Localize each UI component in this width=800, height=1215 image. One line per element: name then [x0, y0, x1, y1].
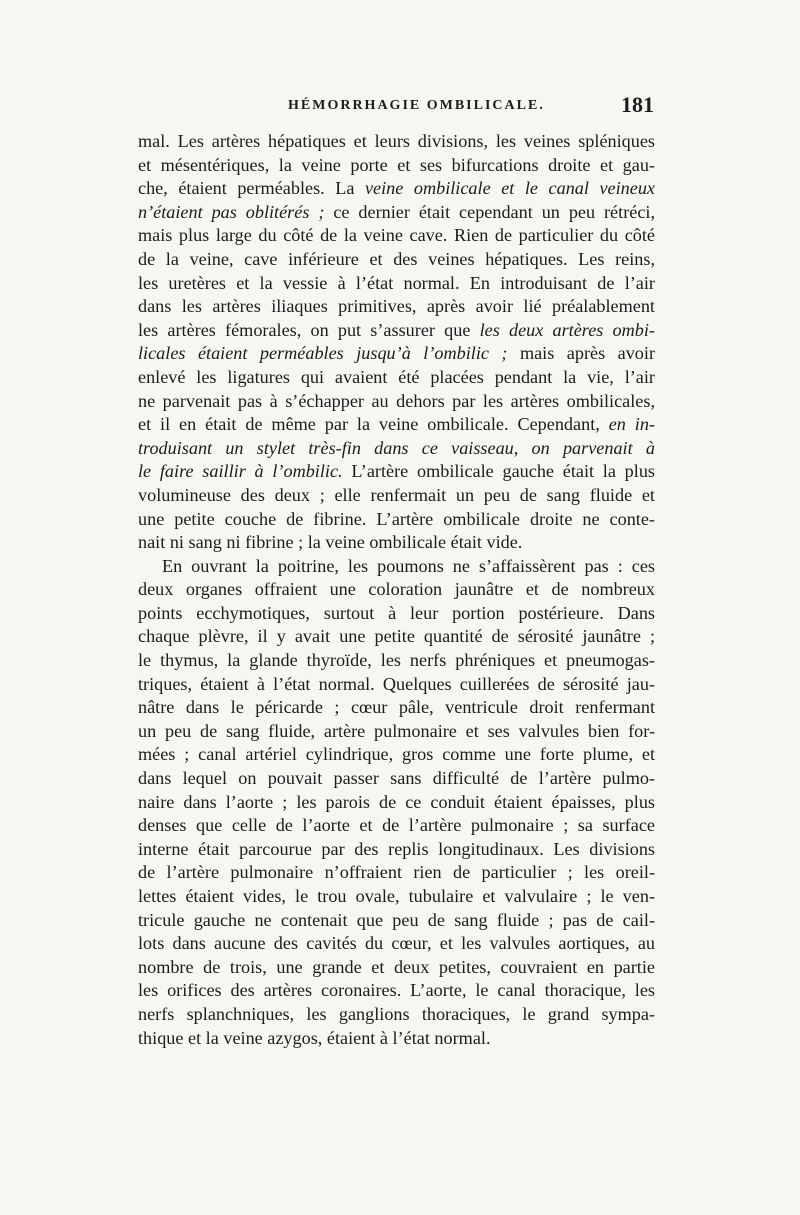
text-line	[138, 578, 655, 602]
text-line	[138, 838, 655, 862]
text-line	[138, 814, 655, 838]
text-line	[138, 130, 655, 154]
text-line	[138, 437, 655, 461]
text-line	[138, 1027, 655, 1051]
text-line	[138, 909, 655, 933]
text-line	[138, 602, 655, 626]
italic-text: veine ombilicale et le canal veineux	[364, 178, 656, 199]
text-line	[138, 861, 655, 885]
text-run: mais plus large du côté de la veine cave. Rien de particulier du côté	[138, 225, 655, 246]
text-run: triques, étaient à l’état normal. Quelques cuillerées de sérosité jau-	[138, 673, 655, 694]
text-run: mal. Les artères hépatiques et leurs divisions, les veines spléniques	[138, 131, 655, 151]
text-line	[138, 177, 655, 201]
text-run: un peu de sang fluide, artère pulmonaire et ses valvules bien for-	[138, 720, 655, 741]
text-line	[138, 342, 655, 366]
italic-text: en in-	[608, 414, 655, 435]
text-line	[138, 956, 655, 980]
text-line	[138, 696, 655, 720]
text-line	[138, 201, 655, 225]
text-run: mais après avoir	[507, 343, 656, 364]
text-run: enlevé les ligatures qui avaient été placées pendant la vie, l’air	[138, 366, 655, 387]
italic-text: n’étaient pas oblitérés ;	[138, 201, 325, 222]
text-line	[138, 767, 655, 791]
text-run: tricule gauche ne contenait que peu de sang fluide ; pas de cail-	[138, 909, 655, 930]
paragraph	[138, 555, 655, 1050]
text-run: et mésentériques, la veine porte et ses bifurcations droite et gau-	[138, 154, 655, 175]
page-number: 181	[621, 92, 654, 117]
italic-text: troduisant un stylet très-fin dans ce vaisseau, on parvenait à	[138, 437, 655, 458]
text-line	[138, 531, 655, 555]
text-line	[138, 649, 655, 673]
text-line	[138, 932, 655, 956]
running-title: HÉMORRHAGIE OMBILICALE.	[288, 98, 545, 113]
text-run: nerfs splanchniques, les ganglions thoraciques, le grand sympa-	[138, 1003, 655, 1024]
text-line	[138, 366, 655, 390]
text-line	[138, 508, 655, 532]
text-line	[138, 413, 655, 437]
text-run: deux organes offraient une coloration jaunâtre et de nombreux	[138, 579, 655, 600]
text-run: nombre de trois, une grande et deux petites, couvraient en partie	[138, 956, 655, 977]
text-run: les uretères et la vessie à l’état normal. En introduisant de l’air	[138, 272, 655, 293]
text-run: L’artère ombilicale gauche était la plus	[342, 461, 656, 482]
text-run: et il en était de même par la veine ombilicale. Cependant,	[138, 414, 609, 435]
italic-text: licales étaient perméables jusqu’à l’ombilic ;	[138, 343, 508, 364]
text-run: les artères fémorales, on put s’assurer que	[138, 319, 480, 340]
text-line	[138, 673, 655, 697]
text-line	[138, 154, 655, 178]
text-run: interne était parcourue par des replis longitudinaux. Les divisions	[138, 838, 655, 859]
italic-text: les deux artères ombi-	[479, 319, 655, 340]
paragraph	[138, 130, 655, 555]
text-run: lettes étaient vides, le trou ovale, tubulaire et valvulaire ; le ven-	[138, 886, 655, 906]
italic-text: le faire saillir à l’ombilic.	[138, 461, 343, 482]
text-run: ne parvenait pas à s’échapper au dehors par les artères ombilicales,	[138, 390, 655, 411]
text-run: points ecchymotiques, surtout à leur portion postérieure. Dans	[138, 602, 655, 623]
text-line	[138, 625, 655, 649]
text-line	[138, 885, 655, 909]
text-run: de la veine, cave inférieure et des veines hépatiques. Les reins,	[138, 248, 655, 269]
text-run: chaque plèvre, il y avait une petite quantité de sérosité jaunâtre ;	[138, 626, 655, 647]
text-run: mées ; canal artériel cylindrique, gros comme une forte plume, et	[138, 744, 655, 765]
text-run: ce dernier était cependant un peu rétréci,	[324, 201, 655, 222]
text-line	[138, 791, 655, 815]
text-line	[138, 295, 655, 319]
text-line	[138, 720, 655, 744]
text-line	[138, 979, 655, 1003]
text-line	[138, 248, 655, 272]
text-run: naire dans l’aorte ; les parois de ce conduit étaient épaisses, plus	[138, 791, 655, 812]
text-line	[138, 484, 655, 508]
text-line	[138, 319, 655, 343]
text-run: denses que celle de l’aorte et de l’artère pulmonaire ; sa surface	[138, 815, 655, 836]
text-run: nait ni sang ni fibrine ; la veine ombilicale était vide.	[138, 532, 523, 553]
text-run: une petite couche de fibrine. L’artère ombilicale droite ne conte-	[138, 508, 655, 529]
page-header	[140, 94, 660, 122]
text-line	[138, 460, 655, 484]
body-text	[138, 130, 655, 1050]
text-run: nâtre dans le péricarde ; cœur pâle, ventricule droit renfermant	[138, 697, 655, 718]
text-run: dans lequel on pouvait passer sans difficulté de l’artère pulmo-	[138, 768, 655, 789]
text-run: de l’artère pulmonaire n’offraient rien de particulier ; les oreil-	[138, 862, 655, 883]
text-line	[138, 1003, 655, 1027]
text-line	[138, 224, 655, 248]
text-run: lots dans aucune des cavités du cœur, et les valvules aortiques, au	[138, 933, 655, 954]
text-run: les orifices des artères coronaires. L’aorte, le canal thoracique, les	[138, 980, 655, 1001]
text-line	[138, 555, 655, 579]
text-run: En ouvrant la poitrine, les poumons ne s’affaissèrent pas : ces	[162, 555, 655, 576]
text-run: volumineuse des deux ; elle renfermait un peu de sang fluide et	[138, 484, 655, 505]
text-run: dans les artères iliaques primitives, après avoir lié préalablement	[138, 296, 655, 317]
text-run: le thymus, la glande thyroïde, les nerfs phréniques et pneumogas-	[138, 650, 655, 671]
text-run: thique et la veine azygos, étaient à l’état normal.	[138, 1027, 491, 1048]
text-line	[138, 743, 655, 767]
text-run: che, étaient perméables. La	[138, 178, 365, 199]
text-line	[138, 272, 655, 296]
text-line	[138, 390, 655, 414]
